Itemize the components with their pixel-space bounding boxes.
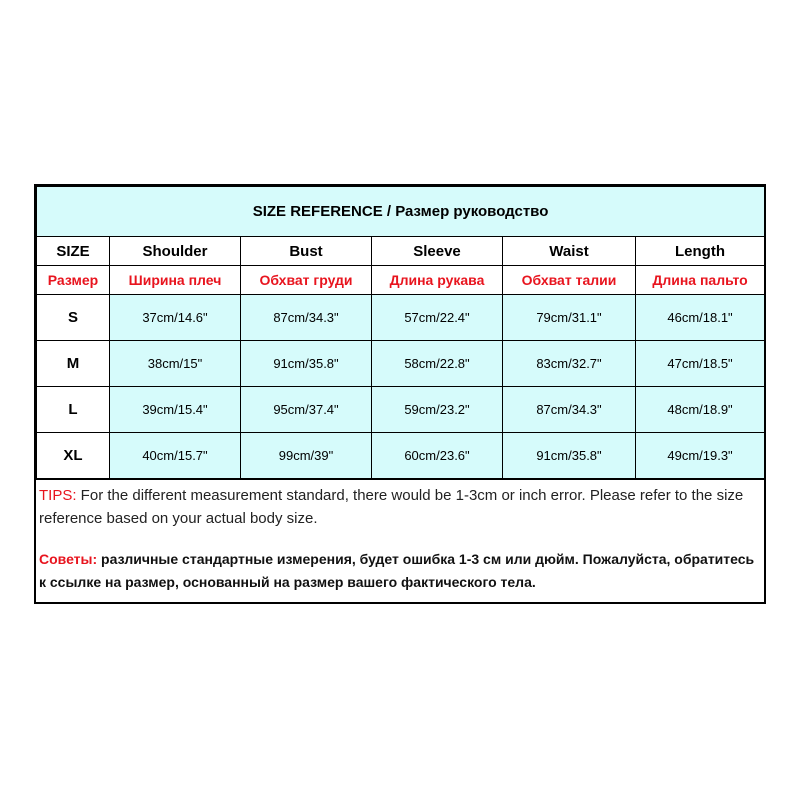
bust-value: 87cm/34.3" [241,295,372,341]
tips-english [39,484,758,530]
title-row [37,187,765,237]
header-size: SIZE [37,237,110,266]
size-label: M [37,341,110,387]
bust-value: 99cm/39" [241,433,372,479]
header-waist: Waist [503,237,636,266]
shoulder-value: 39cm/15.4" [110,387,241,433]
header-length-ru: Длина пальто [636,266,765,295]
shoulder-value: 40cm/15.7" [110,433,241,479]
bust-value: 95cm/37.4" [241,387,372,433]
length-value: 47cm/18.5" [636,341,765,387]
sleeve-value: 57cm/22.4" [372,295,503,341]
table-title: SIZE REFERENCE / Размер руководство [37,187,765,237]
tips-text: For the different measurement standard, there would be 1-3cm or inch error. Please refer to the size reference based on your actual body size. [39,487,744,527]
header-sleeve: Sleeve [372,237,503,266]
sleeve-value: 59cm/23.2" [372,387,503,433]
header-bust-ru: Обхват груди [241,266,372,295]
waist-value: 83cm/32.7" [503,341,636,387]
header-bust: Bust [241,237,372,266]
table-row [37,387,765,433]
bust-value: 91cm/35.8" [241,341,372,387]
waist-value: 87cm/34.3" [503,387,636,433]
length-value: 48cm/18.9" [636,387,765,433]
header-sleeve-ru: Длина рукава [372,266,503,295]
size-chart [34,184,766,604]
length-value: 46cm/18.1" [636,295,765,341]
tips-section [36,479,764,602]
shoulder-value: 37cm/14.6" [110,295,241,341]
waist-value: 79cm/31.1" [503,295,636,341]
table-row [37,433,765,479]
size-label: L [37,387,110,433]
waist-value: 91cm/35.8" [503,433,636,479]
sleeve-value: 58cm/22.8" [372,341,503,387]
header-row-russian [37,266,765,295]
sleeve-value: 60cm/23.6" [372,433,503,479]
header-shoulder-ru: Ширина плеч [110,266,241,295]
header-length: Length [636,237,765,266]
tips-text-ru: различные стандартные измерения, будет ошибка 1-3 см или дюйм. Пожалуйста, обратитесь к ссылке на размер, основанный на размер вашего фактического тела. [39,551,755,590]
header-waist-ru: Обхват талии [503,266,636,295]
tips-label-ru: Советы: [39,551,98,567]
tips-label: TIPS: [39,487,77,504]
header-shoulder: Shoulder [110,237,241,266]
tips-russian [39,548,758,594]
size-label: XL [37,433,110,479]
table-row [37,341,765,387]
shoulder-value: 38cm/15" [110,341,241,387]
header-size-ru: Размер [37,266,110,295]
length-value: 49cm/19.3" [636,433,765,479]
size-label: S [37,295,110,341]
table-row [37,295,765,341]
size-table [36,186,765,479]
header-row-english [37,237,765,266]
